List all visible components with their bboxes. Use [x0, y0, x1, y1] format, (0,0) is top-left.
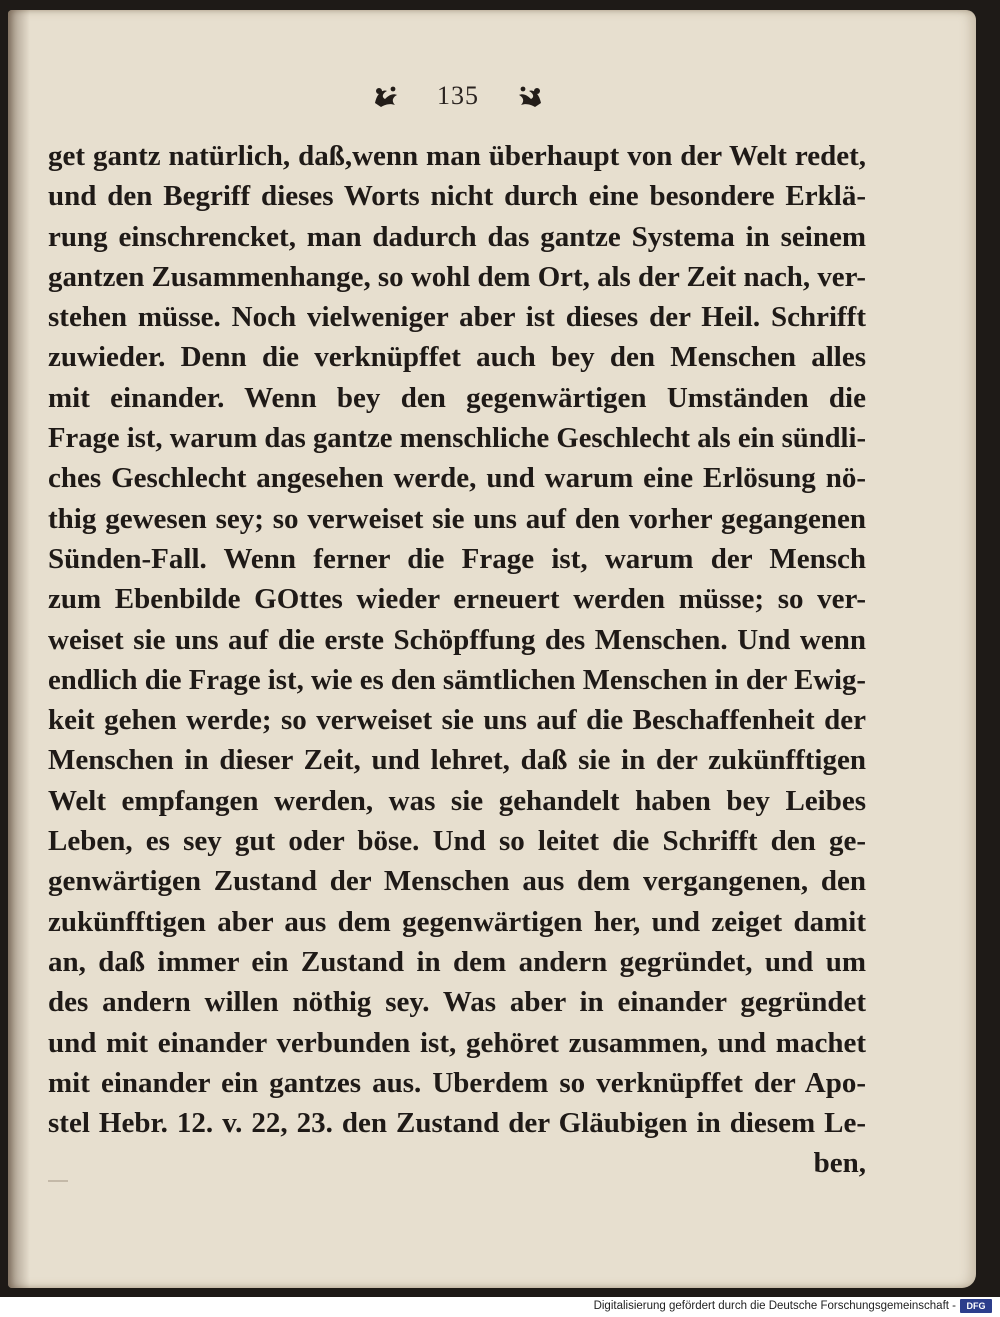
text-line: mit einander. Wenn bey den gegenwärtigen Umständen die: [48, 381, 866, 414]
text-line: Leben, es sey gut oder böse. Und so leitet die Schrifft den ge-: [48, 825, 866, 858]
text-line: genwärtigen Zustand der Menschen aus dem vergangenen, den: [48, 865, 866, 898]
text-line: thig gewesen sey; so verweiset sie uns auf den vorher gegangenen: [48, 502, 866, 535]
text-line: zukünfftigen aber aus dem gegenwärtigen her, und zeiget damit: [48, 905, 866, 938]
left-ornament-icon: [371, 83, 401, 109]
catchword: ben,: [813, 1147, 866, 1180]
text-line: weiset sie uns auf die erste Schöpffung des Menschen. Und wenn: [48, 623, 866, 656]
text-line: get gantz natürlich, daß,wenn man überhaupt von der Welt redet,: [48, 140, 866, 172]
text-line: an, daß immer ein Zustand in dem andern gegründet, und um: [48, 945, 866, 978]
text-line: Frage ist, warum das gantze menschliche Geschlecht als ein sündli-: [48, 422, 866, 455]
dfg-logo: DFG: [960, 1299, 992, 1313]
text-line: ches Geschlecht angesehen werde, und warum eine Erlösung nö-: [48, 462, 866, 495]
text-line: Sünden-Fall. Wenn ferner die Frage ist, warum der Mensch: [48, 542, 866, 575]
text-line: rung einschrencket, man dadurch das gantze Systema in seinem: [48, 220, 866, 253]
text-line: zum Ebenbilde GOttes wieder erneuert werden müsse; so ver-: [48, 583, 866, 616]
book-page: [8, 10, 976, 1288]
text-line: stel Hebr. 12. v. 22, 23. den Zustand der Gläubigen in diesem Le-: [48, 1107, 866, 1140]
right-ornament-icon: [515, 83, 545, 109]
page-header: [328, 76, 588, 116]
text-line: gantzen Zusammenhange, so wohl dem Ort, als der Zeit nach, ver-: [48, 260, 866, 293]
text-line: zuwieder. Denn die verknüpffet auch bey den Menschen alles: [48, 341, 866, 374]
text-line: keit gehen werde; so verweiset sie uns auf die Beschaffenheit der: [48, 704, 866, 737]
page-number: 135: [437, 81, 479, 110]
text-line: und den Begriff dieses Worts nicht durch eine besondere Erklä-: [48, 180, 866, 213]
text-line: stehen müsse. Noch vielweniger aber ist dieses der Heil. Schrifft: [48, 301, 866, 334]
digitization-footer: [0, 1297, 1000, 1317]
page-stain: [48, 1180, 68, 1182]
text-line: mit einander ein gantzes aus. Uberdem so verknüpffet der Apo-: [48, 1066, 866, 1099]
text-line: Menschen in dieser Zeit, und lehret, daß sie in der zukünfftigen: [48, 744, 866, 777]
text-line: des andern willen nöthig sey. Was aber in einander gegründet: [48, 986, 866, 1019]
funding-credit: Digitalisierung gefördert durch die Deutsche Forschungsgemeinschaft -: [593, 1300, 956, 1312]
text-line: und mit einander verbunden ist, gehöret zusammen, und machet: [48, 1026, 866, 1059]
body-text: [48, 136, 866, 1184]
text-line: endlich die Frage ist, wie es den sämtlichen Menschen in der Ewig-: [48, 663, 866, 696]
text-line: Welt empfangen werden, was sie gehandelt haben bey Leibes: [48, 784, 866, 817]
